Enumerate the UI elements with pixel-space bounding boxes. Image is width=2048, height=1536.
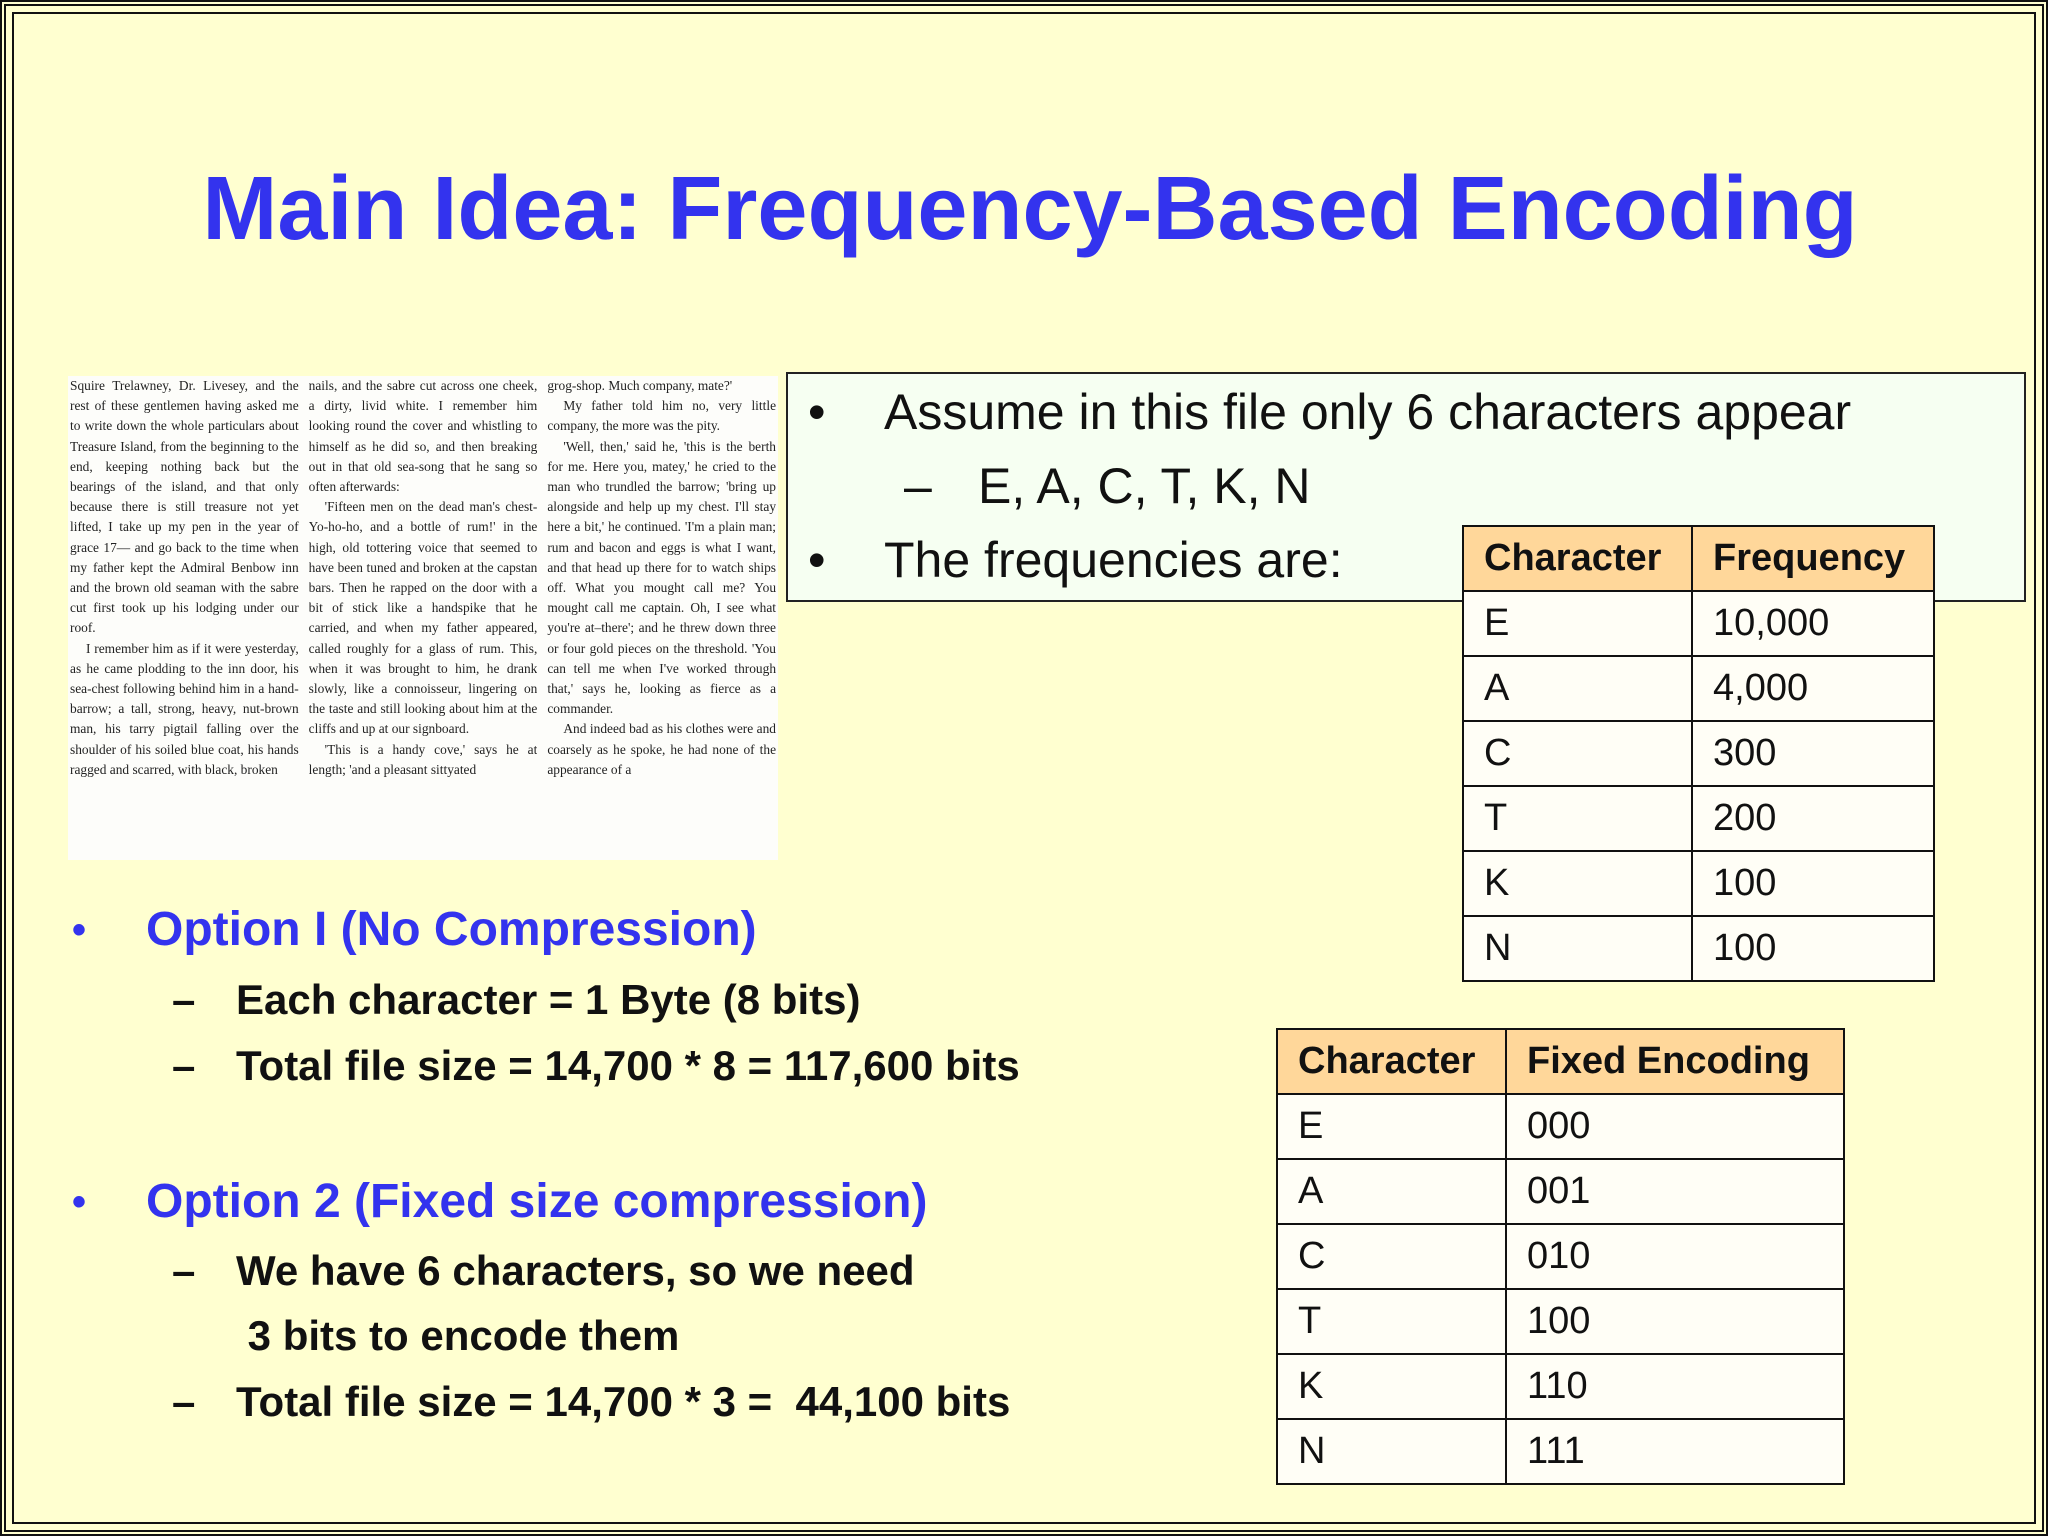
option-2-detail-continued: 3 bits to encode them <box>236 1312 680 1359</box>
character-cell: N <box>1277 1419 1506 1484</box>
slide-title: Main Idea: Frequency-Based Encoding <box>202 159 1858 259</box>
table-row <box>1277 1289 1844 1354</box>
character-cell: C <box>1277 1224 1506 1289</box>
value-cell: 10,000 <box>1692 591 1934 656</box>
fixed-encoding-table <box>1276 1028 1845 1485</box>
character-cell: E <box>1463 591 1692 656</box>
value-cell: 100 <box>1692 851 1934 916</box>
book-paragraph: Squire Trelawney, Dr. Livesey, and the rest of these gentlemen having asked me to write down the whole particulars about Treasure Island, from the beginning to the end, keeping nothing back but the bearings of the island, and that only because there is still treasure not yet lifted, I take up my pen in the year of grace 17— and go back to the time when my father kept the Admiral Benbow inn and the brown old seaman with the sabre cut first took up his lodging under our roof. <box>70 378 299 636</box>
value-cell: 111 <box>1506 1419 1844 1484</box>
option-2-title: Option 2 (Fixed size compression) <box>146 1175 928 1228</box>
table-row <box>1463 591 1934 656</box>
book-paragraph: grog-shop. Much company, mate?' <box>547 378 733 393</box>
table-row <box>1277 1224 1844 1289</box>
character-cell: A <box>1463 656 1692 721</box>
value-cell: 200 <box>1692 786 1934 851</box>
table-row <box>1463 721 1934 786</box>
value-cell: 110 <box>1506 1354 1844 1419</box>
table-row <box>1277 1094 1844 1159</box>
value-cell: 300 <box>1692 721 1934 786</box>
character-cell: A <box>1277 1159 1506 1224</box>
book-paragraph: I remember him as if it were yesterday, as he came plodding to the inn door, his sea-chest following behind him in a hand-barrow; a tall, strong, heavy, nut-brown man, his tarry pigtail falling over the shoulder of his soiled blue coat, his hands ragged and scarred, with black, broken <box>70 640 299 777</box>
book-paragraph: My father told him no, very little company, the more was the pity. <box>547 398 777 434</box>
table-row <box>1463 916 1934 981</box>
book-paragraph: 'Fifteen men on the dead man's chest-Yo-ho-ho, and a bottle of rum!' in the high, old tottering voice that seemed to have been tuned and broken at the capstan bars. Then he rapped on the door with a bit of stick like a handspike that he carried, and when my father appeared, called roughly for a glass of rum. This, when it was brought to him, he drank slowly, like a connoisseur, lingering on the taste and still looking about him at the cliffs and up at our signboard. <box>308 499 538 737</box>
column-header: Character <box>1277 1029 1506 1094</box>
book-paragraph: nails, and the sabre cut across one cheek, a dirty, livid white. I remember him looking round the cover and whistling to himself as he did so, and then breaking out in that old sea-song that he sang so often afterwards: <box>308 378 538 495</box>
character-cell: E <box>1277 1094 1506 1159</box>
table-row <box>1463 851 1934 916</box>
bullet-icon: • <box>72 908 87 952</box>
option-1-title: Option I (No Compression) <box>146 903 757 956</box>
dash-icon: – <box>172 1247 196 1294</box>
book-column-1 <box>70 376 299 860</box>
assumption-line: Assume in this file only 6 characters appear <box>884 384 1852 440</box>
table-row <box>1277 1354 1844 1419</box>
column-header: Fixed Encoding <box>1506 1029 1844 1094</box>
option-1-total: Total file size = 14,700 * 8 = 117,600 bits <box>236 1042 1020 1089</box>
character-cell: T <box>1463 786 1692 851</box>
book-paragraph: 'This is a handy cove,' says he at length; 'and a pleasant sittyated <box>308 741 538 777</box>
character-cell: K <box>1463 851 1692 916</box>
book-column-2 <box>309 376 538 860</box>
table-row <box>1463 656 1934 721</box>
value-cell: 100 <box>1692 916 1934 981</box>
book-paragraph: And indeed bad as his clothes were and coarsely as he spoke, he had none of the appearance of a <box>547 721 777 777</box>
value-cell: 010 <box>1506 1224 1844 1289</box>
character-list: E, A, C, T, K, N <box>978 458 1311 514</box>
character-cell: K <box>1277 1354 1506 1419</box>
book-paragraph: 'Well, then,' said he, 'this is the berth for me. Here you, matey,' he cried to the man who trundled the barrow; 'bring up alongside and help up my chest. I'll stay here a bit,' he continued. 'I'm a plain man; rum and bacon and eggs is what I want, and that head up there for to watch ships off. What you mought call me? You mought call me captain. Oh, I see what you're at–there'; and he threw down three or four gold pieces on the threshold. 'You can tell me when I've worked through that,' says he, looking as fierce as a commander. <box>547 438 777 717</box>
bullet-icon: • <box>808 532 826 588</box>
character-cell: C <box>1463 721 1692 786</box>
table-row <box>1277 1419 1844 1484</box>
book-column-3 <box>547 376 776 860</box>
bullet-icon: • <box>72 1180 87 1224</box>
option-1-detail: Each character = 1 Byte (8 bits) <box>236 976 861 1023</box>
frequencies-label: The frequencies are: <box>884 532 1343 588</box>
character-cell: T <box>1277 1289 1506 1354</box>
table-row <box>1463 786 1934 851</box>
dash-icon: – <box>172 1042 196 1089</box>
value-cell: 4,000 <box>1692 656 1934 721</box>
option-2-detail: We have 6 characters, so we need <box>236 1247 915 1294</box>
dash-icon: – <box>172 1378 196 1425</box>
frequency-table-body <box>1463 591 1934 981</box>
character-cell: N <box>1463 916 1692 981</box>
book-page-image <box>68 376 778 860</box>
table-row <box>1277 1159 1844 1224</box>
dash-icon: – <box>904 458 932 514</box>
option-2-total: Total file size = 14,700 * 3 = 44,100 bits <box>236 1378 1011 1425</box>
encoding-table-body <box>1277 1094 1844 1484</box>
column-header: Character <box>1463 526 1692 591</box>
column-header: Frequency <box>1692 526 1934 591</box>
frequency-table <box>1462 525 1935 982</box>
value-cell: 001 <box>1506 1159 1844 1224</box>
value-cell: 100 <box>1506 1289 1844 1354</box>
value-cell: 000 <box>1506 1094 1844 1159</box>
bullet-icon: • <box>808 384 826 440</box>
dash-icon: – <box>172 976 196 1023</box>
